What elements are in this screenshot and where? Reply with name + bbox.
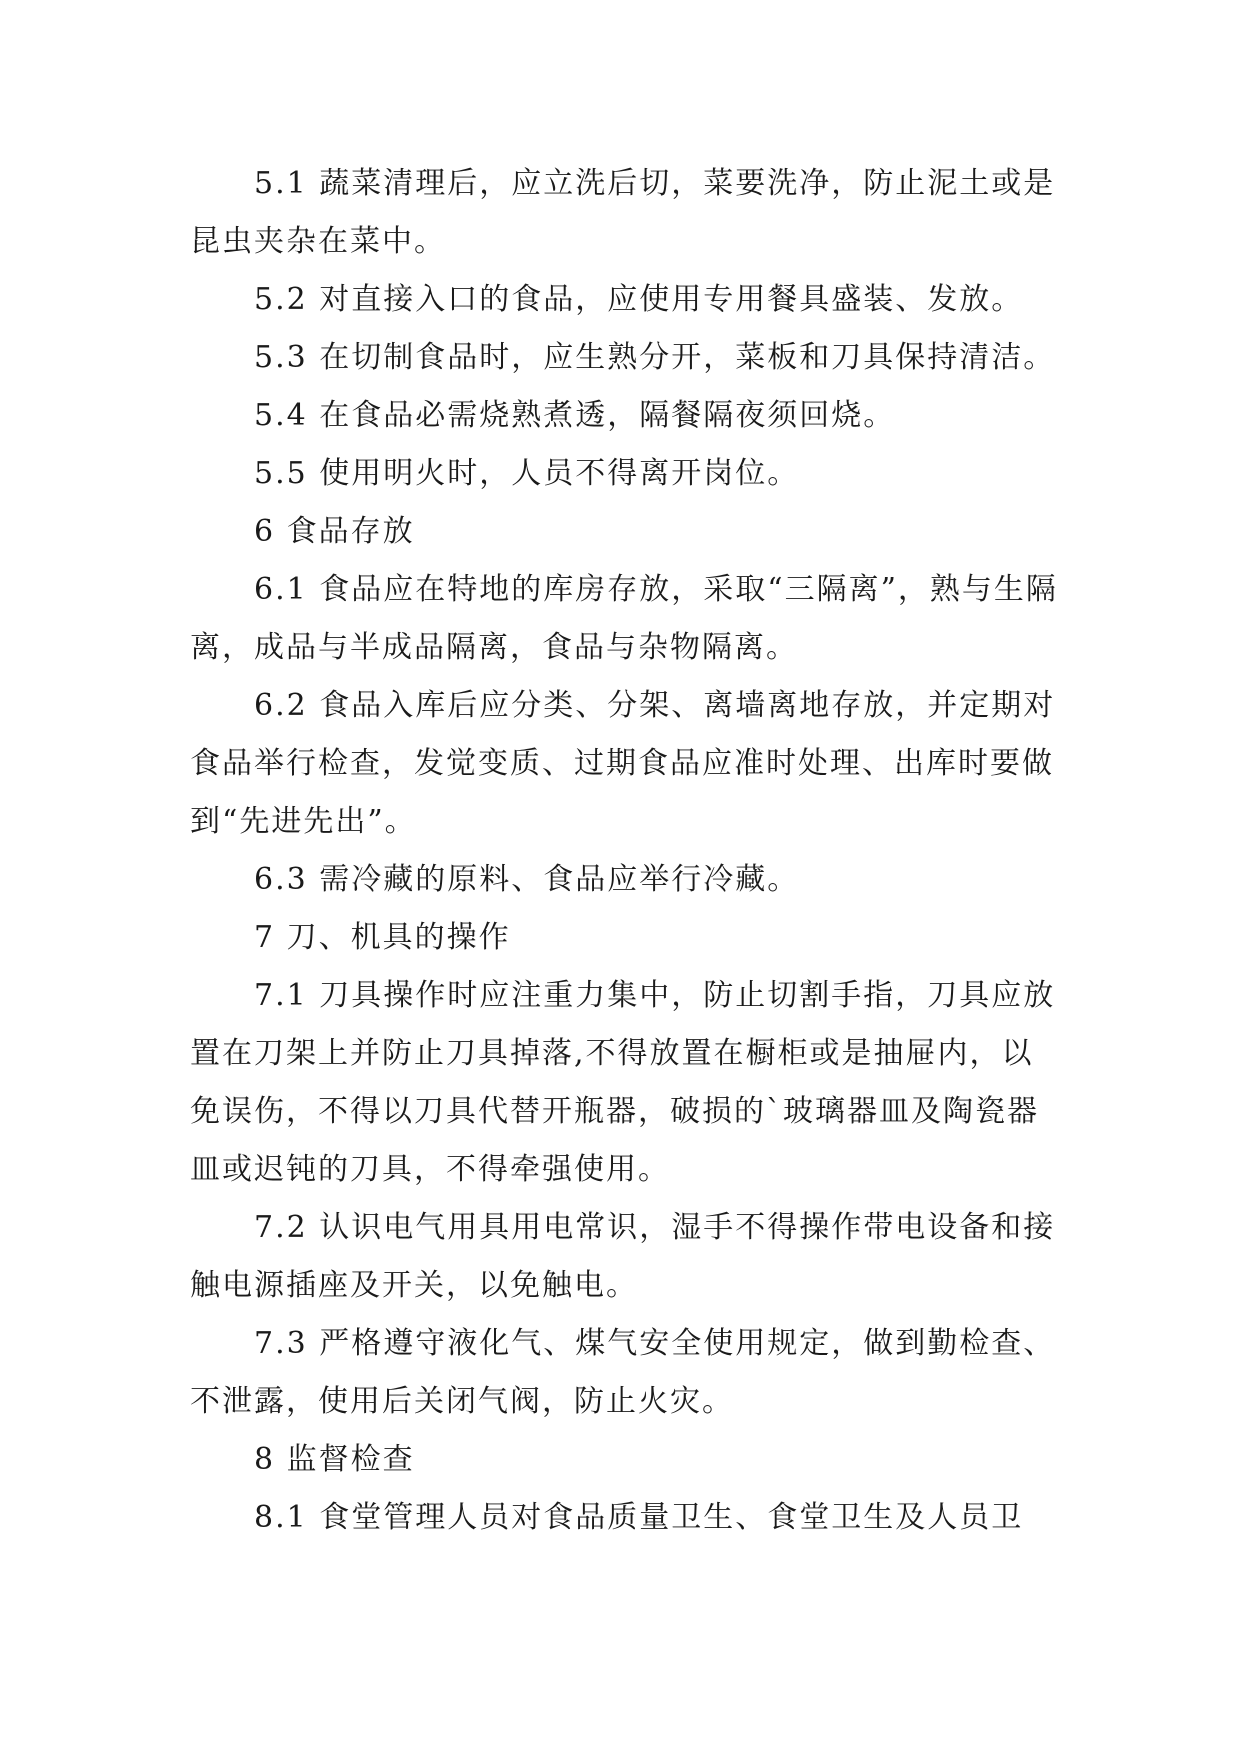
paragraph-5-4: 5.4 在食品必需烧熟煮透，隔餐隔夜须回烧。 [254,398,896,433]
paragraph-7-1: 7.1 刀具操作时应注重力集中，防止切割手指，刀具应放置在刀架上并防止刀具掉落,不得放置在橱柜或是抽屉内，以免误伤，不得以刀具代替开瓶器，破损的`玻璃器皿及陶瓷器皿或迟钝的刀具，不得牵强使用。 [190,978,1056,1187]
section-heading-8: 8 监督检查 [254,1442,415,1477]
paragraph-6-3: 6.3 需冷藏的原料、食品应举行冷藏。 [254,862,800,897]
paragraph-7-3: 7.3 严格遵守液化气、煤气安全使用规定，做到勤检查、不泄露，使用后关闭气阀，防止火灾。 [190,1326,1056,1419]
section-heading-6: 6 食品存放 [254,514,415,549]
paragraph-5-3: 5.3 在切制食品时，应生熟分开，菜板和刀具保持清洁。 [254,340,1056,375]
paragraph-5-1: 5.1 蔬菜清理后，应立洗后切，菜要洗净，防止泥土或是昆虫夹杂在菜中。 [190,166,1056,259]
paragraph-5-5: 5.5 使用明火时，人员不得离开岗位。 [254,456,800,491]
paragraph-5-2: 5.2 对直接入口的食品，应使用专用餐具盛装、发放。 [254,282,1024,317]
paragraph-6-1: 6.1 食品应在特地的库房存放，采取“三隔离”，熟与生隔离，成品与半成品隔离，食品与杂物隔离。 [190,572,1058,665]
section-heading-7: 7 刀、机具的操作 [254,920,511,955]
document-body [190,155,1060,1547]
paragraph-8-1: 8.1 食堂管理人员对食品质量卫生、食堂卫生及人员卫 [254,1500,1024,1535]
paragraph-7-2: 7.2 认识电气用具用电常识，湿手不得操作带电设备和接触电源插座及开关，以免触电。 [190,1210,1056,1303]
paragraph-6-2: 6.2 食品入库后应分类、分架、离墙离地存放，并定期对食品举行检查，发觉变质、过期食品应准时处理、出库时要做到“先进先出”。 [190,688,1056,839]
